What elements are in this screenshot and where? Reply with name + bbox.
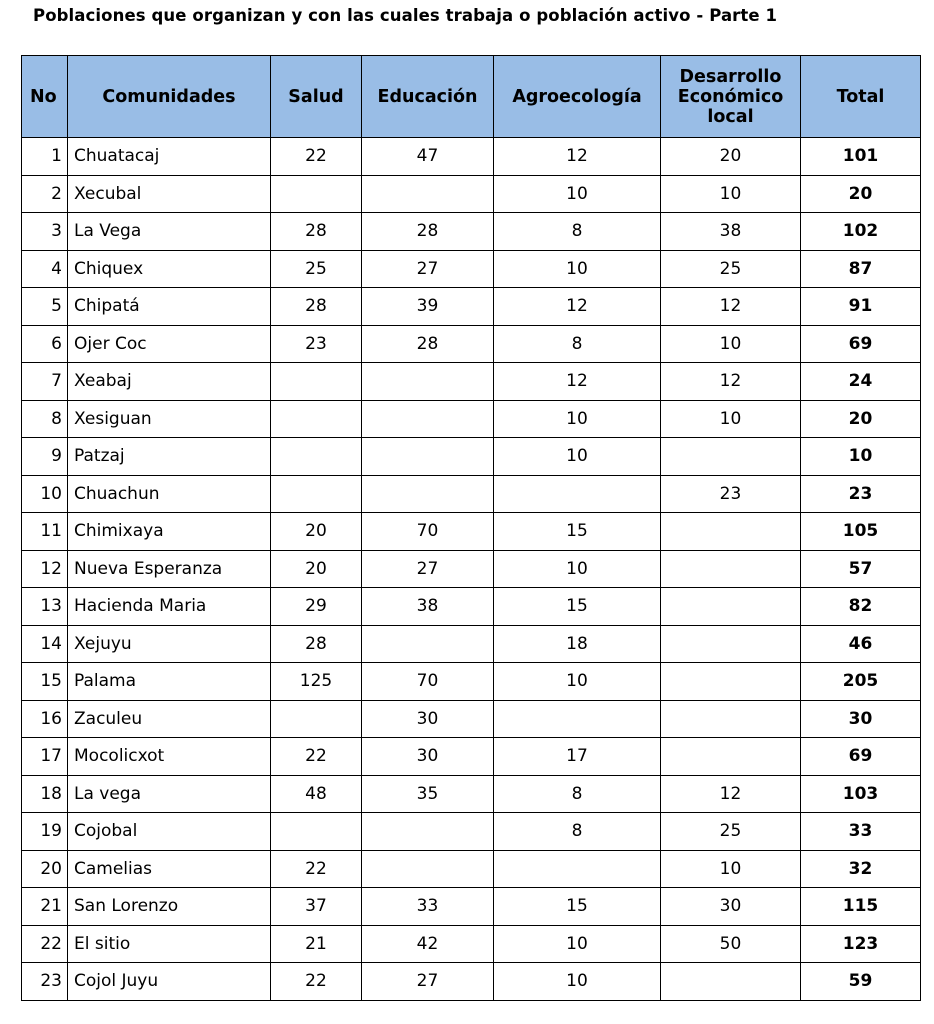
cell-educacion: 70 [362, 663, 494, 701]
cell-educacion: 27 [362, 250, 494, 288]
cell-agroecologia: 12 [494, 363, 661, 401]
header-educacion: Educación [362, 56, 494, 138]
cell-educacion [362, 400, 494, 438]
cell-educacion: 27 [362, 963, 494, 1001]
cell-desarrollo [661, 550, 801, 588]
cell-no: 8 [22, 400, 68, 438]
cell-agroecologia: 10 [494, 250, 661, 288]
table-row [22, 625, 921, 663]
page-title: Poblaciones que organizan y con las cuales trabaja o población activo - Parte 1 [33, 6, 778, 25]
cell-educacion: 42 [362, 925, 494, 963]
table-row [22, 250, 921, 288]
cell-desarrollo: 23 [661, 475, 801, 513]
cell-agroecologia: 15 [494, 513, 661, 551]
cell-no: 17 [22, 738, 68, 776]
cell-agroecologia: 17 [494, 738, 661, 776]
cell-desarrollo: 30 [661, 888, 801, 926]
cell-desarrollo: 10 [661, 850, 801, 888]
cell-educacion: 47 [362, 138, 494, 176]
cell-comunidad: Chuachun [68, 475, 271, 513]
cell-agroecologia: 15 [494, 588, 661, 626]
cell-total: 103 [801, 775, 921, 813]
cell-no: 19 [22, 813, 68, 851]
cell-salud: 22 [271, 738, 362, 776]
cell-comunidad: Chipatá [68, 288, 271, 326]
table-body [22, 138, 921, 1001]
cell-educacion: 30 [362, 738, 494, 776]
cell-comunidad: Cojol Juyu [68, 963, 271, 1001]
cell-salud [271, 700, 362, 738]
cell-comunidad: Mocolicxot [68, 738, 271, 776]
table-row [22, 588, 921, 626]
cell-salud: 28 [271, 288, 362, 326]
cell-agroecologia: 10 [494, 175, 661, 213]
cell-agroecologia: 10 [494, 400, 661, 438]
cell-educacion [362, 175, 494, 213]
table-row [22, 325, 921, 363]
table-row [22, 550, 921, 588]
header-comunidades: Comunidades [68, 56, 271, 138]
cell-agroecologia: 10 [494, 963, 661, 1001]
cell-comunidad: Hacienda Maria [68, 588, 271, 626]
cell-no: 3 [22, 213, 68, 251]
cell-total: 10 [801, 438, 921, 476]
cell-total: 91 [801, 288, 921, 326]
cell-total: 24 [801, 363, 921, 401]
cell-total: 87 [801, 250, 921, 288]
population-table [21, 55, 921, 1001]
cell-salud: 22 [271, 963, 362, 1001]
cell-salud [271, 475, 362, 513]
cell-total: 20 [801, 175, 921, 213]
cell-desarrollo: 10 [661, 400, 801, 438]
cell-educacion [362, 438, 494, 476]
cell-desarrollo: 12 [661, 363, 801, 401]
cell-agroecologia: 18 [494, 625, 661, 663]
cell-agroecologia: 12 [494, 288, 661, 326]
cell-desarrollo: 10 [661, 175, 801, 213]
cell-total: 30 [801, 700, 921, 738]
cell-total: 101 [801, 138, 921, 176]
cell-no: 23 [22, 963, 68, 1001]
cell-comunidad: La Vega [68, 213, 271, 251]
header-desarrollo-line-1: Desarrollo [679, 66, 782, 87]
cell-no: 12 [22, 550, 68, 588]
cell-total: 46 [801, 625, 921, 663]
cell-agroecologia: 8 [494, 325, 661, 363]
table-row [22, 663, 921, 701]
table-row [22, 775, 921, 813]
cell-comunidad: Xeabaj [68, 363, 271, 401]
cell-no: 21 [22, 888, 68, 926]
cell-no: 14 [22, 625, 68, 663]
cell-total: 23 [801, 475, 921, 513]
cell-no: 18 [22, 775, 68, 813]
cell-comunidad: Chimixaya [68, 513, 271, 551]
cell-desarrollo [661, 625, 801, 663]
cell-educacion [362, 363, 494, 401]
cell-salud: 20 [271, 513, 362, 551]
cell-educacion: 35 [362, 775, 494, 813]
cell-agroecologia: 10 [494, 438, 661, 476]
cell-agroecologia: 12 [494, 138, 661, 176]
cell-no: 7 [22, 363, 68, 401]
table-row [22, 700, 921, 738]
table-row [22, 925, 921, 963]
cell-salud: 29 [271, 588, 362, 626]
cell-comunidad: Patzaj [68, 438, 271, 476]
cell-no: 15 [22, 663, 68, 701]
table-row [22, 363, 921, 401]
cell-no: 11 [22, 513, 68, 551]
cell-comunidad: Chuatacaj [68, 138, 271, 176]
cell-salud: 125 [271, 663, 362, 701]
cell-no: 4 [22, 250, 68, 288]
header-desarrollo [661, 56, 801, 138]
table-row [22, 175, 921, 213]
cell-no: 1 [22, 138, 68, 176]
table-row [22, 213, 921, 251]
cell-desarrollo [661, 438, 801, 476]
cell-no: 13 [22, 588, 68, 626]
cell-desarrollo: 12 [661, 288, 801, 326]
cell-total: 115 [801, 888, 921, 926]
cell-salud: 37 [271, 888, 362, 926]
cell-salud: 22 [271, 850, 362, 888]
cell-no: 16 [22, 700, 68, 738]
cell-agroecologia: 8 [494, 813, 661, 851]
cell-comunidad: Xesiguan [68, 400, 271, 438]
cell-desarrollo [661, 963, 801, 1001]
cell-desarrollo: 50 [661, 925, 801, 963]
cell-total: 82 [801, 588, 921, 626]
cell-total: 123 [801, 925, 921, 963]
cell-salud [271, 175, 362, 213]
cell-salud [271, 400, 362, 438]
table-row [22, 438, 921, 476]
cell-agroecologia: 10 [494, 550, 661, 588]
cell-comunidad: El sitio [68, 925, 271, 963]
cell-comunidad: San Lorenzo [68, 888, 271, 926]
cell-comunidad: Xecubal [68, 175, 271, 213]
cell-salud: 25 [271, 250, 362, 288]
cell-desarrollo: 38 [661, 213, 801, 251]
cell-comunidad: Camelias [68, 850, 271, 888]
cell-total: 32 [801, 850, 921, 888]
cell-comunidad: Palama [68, 663, 271, 701]
cell-desarrollo: 25 [661, 250, 801, 288]
cell-agroecologia [494, 850, 661, 888]
header-agroecologia: Agroecología [494, 56, 661, 138]
header-salud: Salud [271, 56, 362, 138]
cell-no: 9 [22, 438, 68, 476]
cell-educacion: 28 [362, 325, 494, 363]
table-row [22, 850, 921, 888]
cell-comunidad: Zaculeu [68, 700, 271, 738]
cell-salud: 48 [271, 775, 362, 813]
header-desarrollo-line-2: Económico [677, 86, 784, 107]
cell-no: 2 [22, 175, 68, 213]
cell-no: 20 [22, 850, 68, 888]
cell-salud: 21 [271, 925, 362, 963]
header-desarrollo-line-3: local [707, 106, 754, 127]
cell-total: 20 [801, 400, 921, 438]
cell-desarrollo: 25 [661, 813, 801, 851]
cell-comunidad: La vega [68, 775, 271, 813]
table-header-row [22, 56, 921, 138]
cell-comunidad: Cojobal [68, 813, 271, 851]
cell-total: 102 [801, 213, 921, 251]
cell-no: 22 [22, 925, 68, 963]
cell-agroecologia: 15 [494, 888, 661, 926]
cell-total: 105 [801, 513, 921, 551]
cell-salud: 28 [271, 213, 362, 251]
cell-desarrollo [661, 513, 801, 551]
cell-educacion: 27 [362, 550, 494, 588]
cell-total: 33 [801, 813, 921, 851]
cell-educacion: 28 [362, 213, 494, 251]
cell-comunidad: Chiquex [68, 250, 271, 288]
cell-educacion: 38 [362, 588, 494, 626]
cell-total: 205 [801, 663, 921, 701]
header-total: Total [801, 56, 921, 138]
cell-educacion [362, 813, 494, 851]
cell-salud: 22 [271, 138, 362, 176]
cell-desarrollo: 12 [661, 775, 801, 813]
cell-agroecologia [494, 475, 661, 513]
cell-no: 6 [22, 325, 68, 363]
cell-total: 57 [801, 550, 921, 588]
cell-agroecologia: 10 [494, 925, 661, 963]
cell-educacion [362, 475, 494, 513]
cell-salud: 20 [271, 550, 362, 588]
cell-comunidad: Nueva Esperanza [68, 550, 271, 588]
cell-comunidad: Ojer Coc [68, 325, 271, 363]
cell-salud [271, 813, 362, 851]
cell-desarrollo: 10 [661, 325, 801, 363]
table-row [22, 813, 921, 851]
cell-total: 59 [801, 963, 921, 1001]
cell-desarrollo [661, 738, 801, 776]
cell-no: 10 [22, 475, 68, 513]
table-row [22, 288, 921, 326]
cell-educacion: 33 [362, 888, 494, 926]
cell-salud [271, 363, 362, 401]
cell-educacion: 70 [362, 513, 494, 551]
table-row [22, 138, 921, 176]
cell-agroecologia: 8 [494, 213, 661, 251]
cell-educacion: 30 [362, 700, 494, 738]
cell-total: 69 [801, 738, 921, 776]
table-row [22, 888, 921, 926]
header-no: No [22, 56, 68, 138]
cell-agroecologia: 10 [494, 663, 661, 701]
cell-agroecologia [494, 700, 661, 738]
cell-salud [271, 438, 362, 476]
table-row [22, 475, 921, 513]
cell-total: 69 [801, 325, 921, 363]
table-row [22, 400, 921, 438]
table-row [22, 513, 921, 551]
cell-educacion: 39 [362, 288, 494, 326]
cell-salud: 28 [271, 625, 362, 663]
cell-agroecologia: 8 [494, 775, 661, 813]
cell-desarrollo: 20 [661, 138, 801, 176]
cell-comunidad: Xejuyu [68, 625, 271, 663]
cell-educacion [362, 625, 494, 663]
table-row [22, 963, 921, 1001]
cell-no: 5 [22, 288, 68, 326]
cell-desarrollo [661, 663, 801, 701]
cell-educacion [362, 850, 494, 888]
cell-salud: 23 [271, 325, 362, 363]
cell-desarrollo [661, 700, 801, 738]
cell-desarrollo [661, 588, 801, 626]
table-row [22, 738, 921, 776]
